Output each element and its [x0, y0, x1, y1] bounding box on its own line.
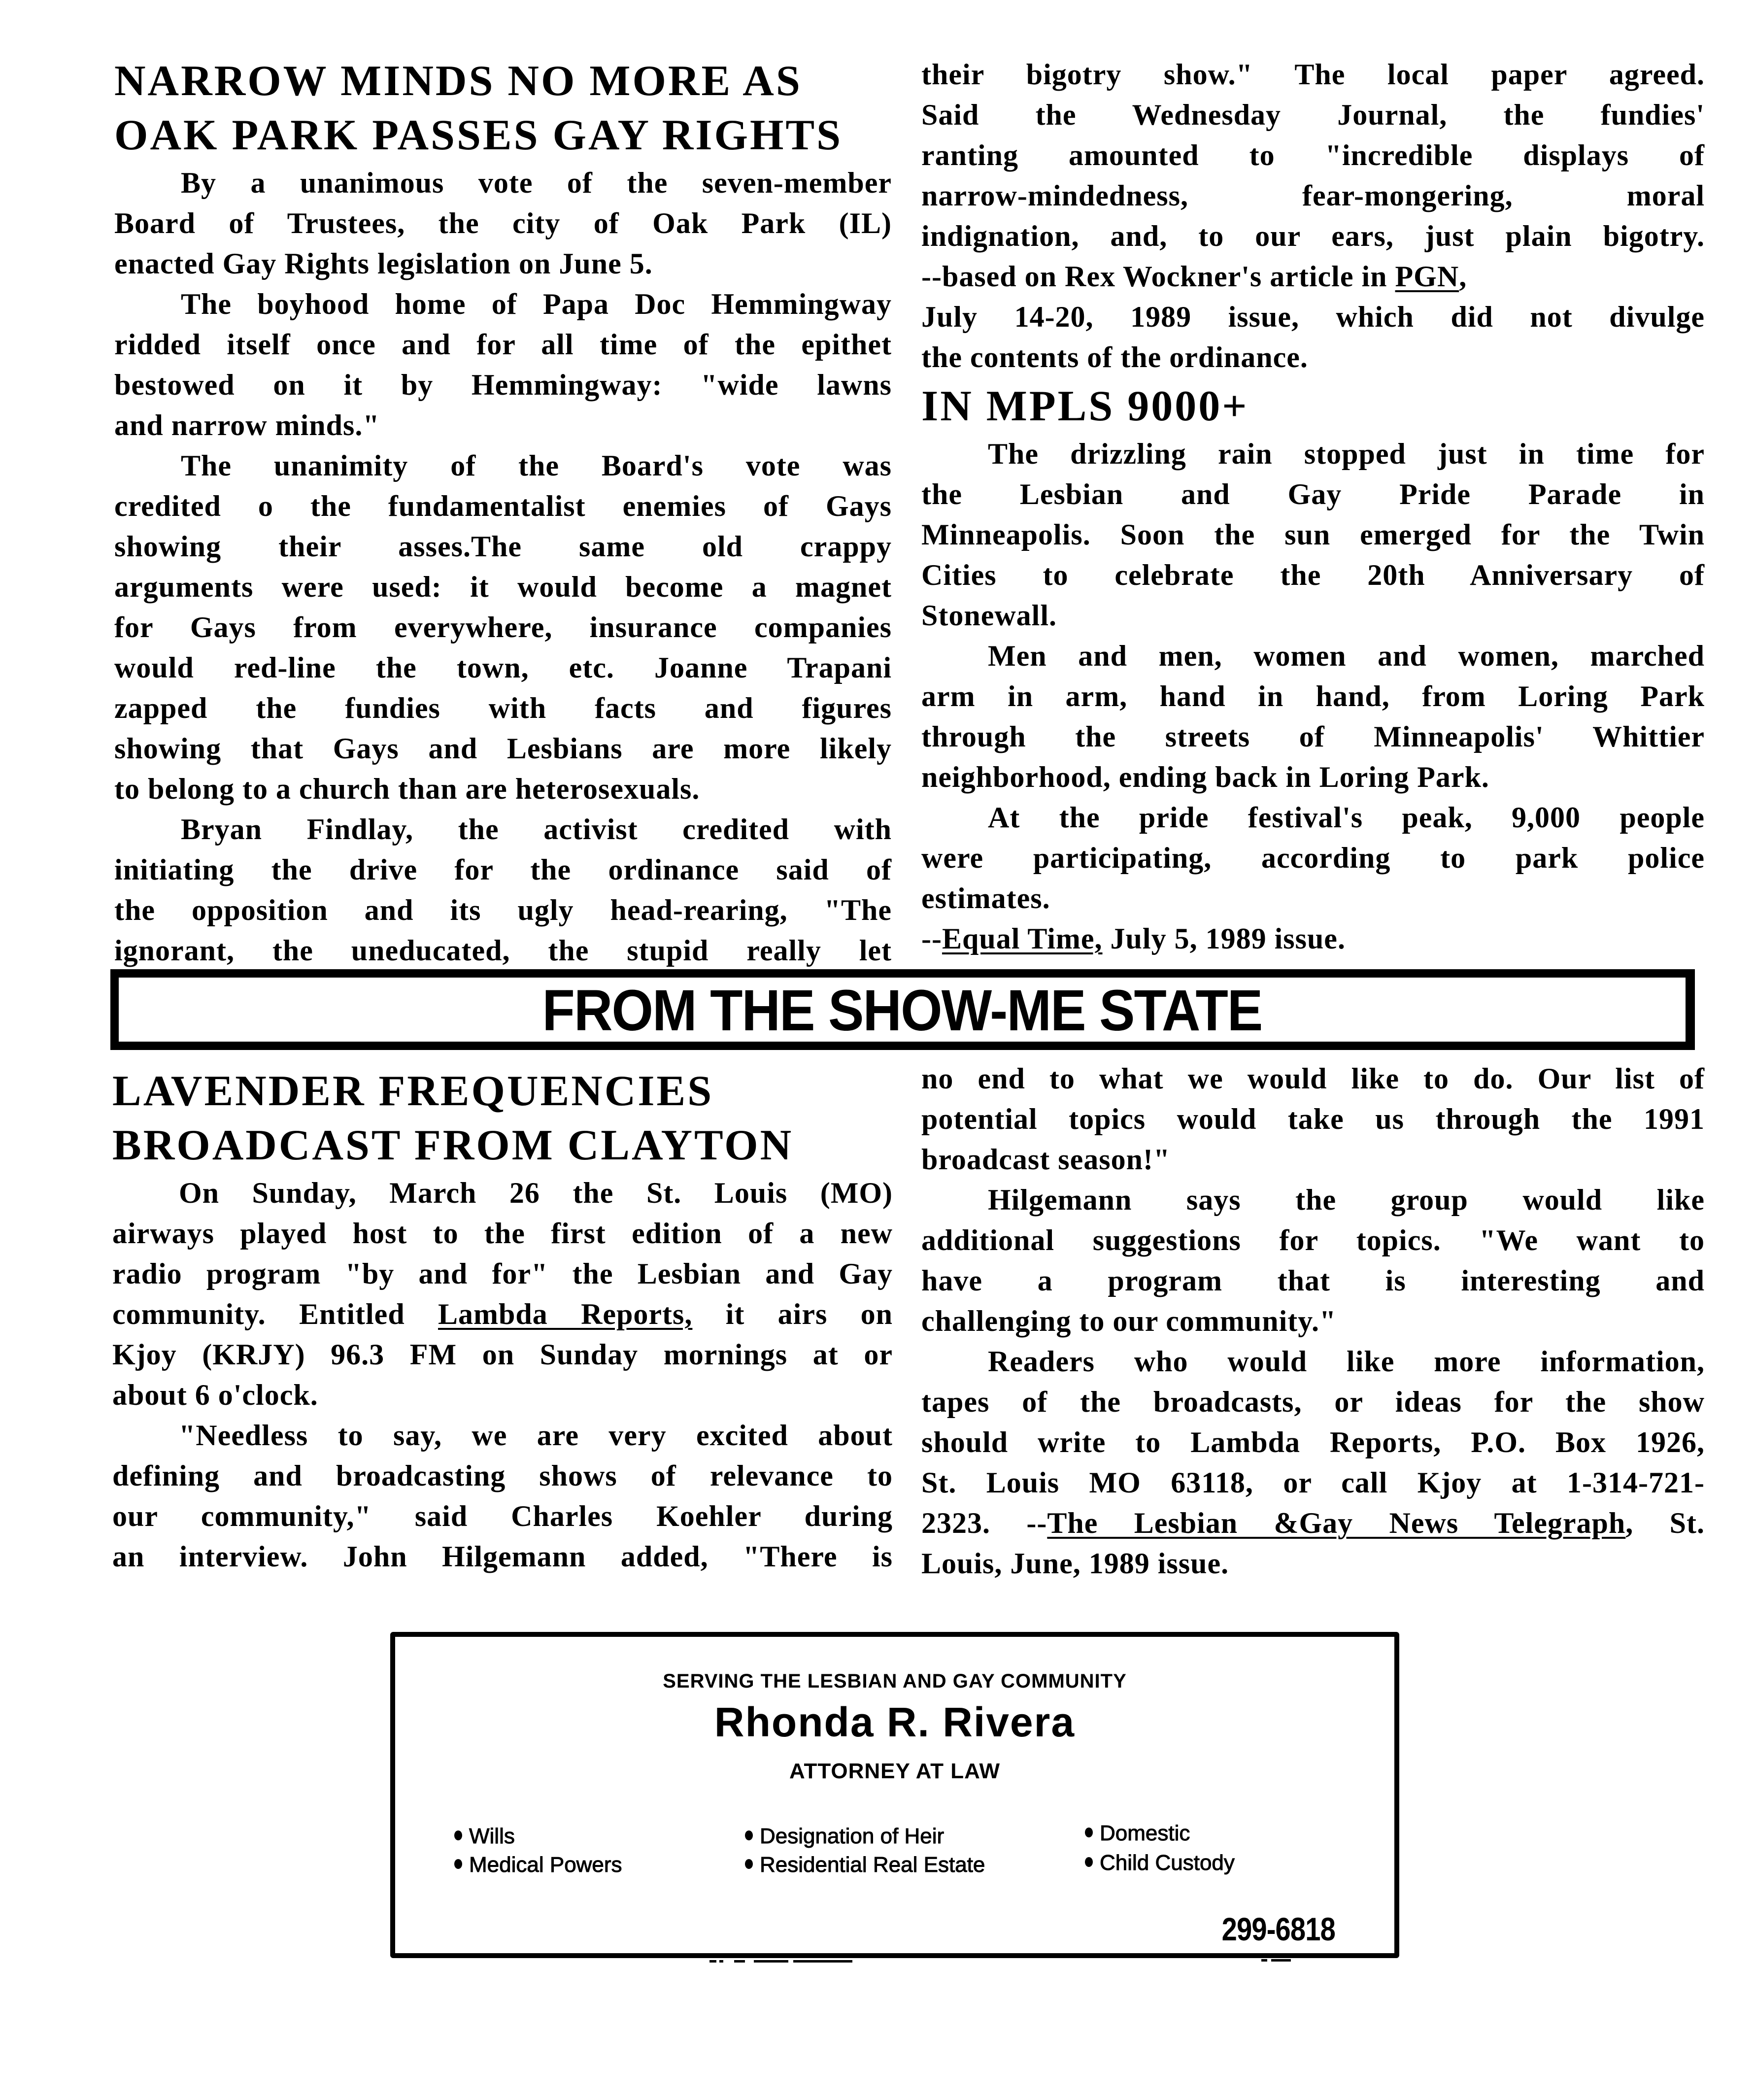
- text-line: Board of Trustees, the city of Oak Park (IL): [114, 207, 892, 239]
- text-line: to belong to a church than are heterosexuals.: [114, 773, 700, 805]
- text-line: arguments were used: it would become a magnet: [114, 571, 892, 603]
- bullet-icon: [454, 1830, 462, 1840]
- text-line: zapped the fundies with facts and figures: [114, 692, 892, 724]
- text-line: ignorant, the uneducated, the stupid really let: [114, 934, 892, 967]
- mpls-headline: [921, 379, 1705, 434]
- ad-tagline: SERVING THE LESBIAN AND GAY COMMUNITY: [663, 1670, 1127, 1692]
- ad-service-item: Wills: [454, 1824, 515, 1849]
- bullet-icon: [454, 1859, 462, 1869]
- text-line: their bigotry show." The local paper agreed.: [921, 58, 1705, 91]
- text-line: "Needless to say, we are very excited about: [179, 1419, 893, 1452]
- text-line: community. Entitled Lambda Reports, it airs on: [112, 1298, 893, 1330]
- text-line: St. Louis MO 63118, or call Kjoy at 1-314-721-: [921, 1466, 1705, 1499]
- section-banner-title: FROM THE SHOW-ME STATE: [542, 978, 1262, 1043]
- text-line: through the streets of Minneapolis' Whittier: [921, 720, 1705, 753]
- text-line: Readers who would like more information,: [988, 1345, 1705, 1378]
- ad-attorney-name: Rhonda R. Rivera: [714, 1699, 1076, 1745]
- ad-service-item: Domestic: [1085, 1821, 1190, 1846]
- text-line: have a program that is interesting and: [921, 1264, 1705, 1297]
- text-line: showing that Gays and Lesbians are more likely: [114, 732, 892, 765]
- source-equal-time: Equal Time,: [942, 922, 1103, 955]
- headline-line: LAVENDER FREQUENCIES: [112, 1067, 714, 1115]
- lavender-continuation-body: [921, 1058, 1705, 1584]
- lavender-headline: [112, 1064, 893, 1173]
- text-line: the Lesbian and Gay Pride Parade in: [921, 478, 1705, 510]
- section-banner: [110, 969, 1695, 1050]
- text-line: no end to what we would like to do. Our list of: [921, 1062, 1705, 1095]
- oak-park-continuation: [921, 54, 1705, 377]
- headline-line: NARROW MINDS NO MORE AS: [114, 57, 802, 105]
- scan-artifact: [754, 1960, 788, 1963]
- headline-line: BROADCAST FROM CLAYTON: [112, 1121, 794, 1169]
- oak-park-body: [114, 163, 892, 971]
- text-line: potential topics would take us through the 1991: [921, 1103, 1705, 1135]
- text-line: The drizzling rain stopped just in time for: [988, 438, 1705, 470]
- source-citation: The Lesbian &Gay News Telegraph: [1047, 1507, 1626, 1539]
- text-line: tapes of the broadcasts, or ideas for the show: [921, 1386, 1705, 1418]
- bullet-icon: [1085, 1828, 1093, 1837]
- text-line: challenging to our community.": [921, 1305, 1337, 1337]
- lavender-article: [112, 1064, 893, 1577]
- oak-park-headline: [114, 54, 892, 163]
- text-line: estimates.: [921, 882, 1050, 915]
- text-line: about 6 o'clock.: [112, 1379, 318, 1411]
- text-line: defining and broadcasting shows of relevance to: [112, 1459, 893, 1492]
- oak-park-article: [114, 54, 892, 971]
- text-line: initiating the drive for the ordinance said of: [114, 853, 892, 886]
- scan-artifact: [1271, 1959, 1291, 1962]
- mpls-body: [921, 434, 1705, 918]
- text-line: Minneapolis. Soon the sun emerged for the Twin: [921, 518, 1705, 551]
- text-line: narrow-mindedness, fear-mongering, moral: [921, 179, 1705, 212]
- ad-phone-number: 299-6818: [1221, 1911, 1335, 1947]
- text-line: ranting amounted to "incredible displays of: [921, 139, 1705, 171]
- bullet-icon: [1085, 1857, 1093, 1867]
- ad-service-item: Child Custody: [1085, 1851, 1235, 1875]
- source-citation: Lambda Reports,: [438, 1298, 693, 1330]
- text-line: Kjoy (KRJY) 96.3 FM on Sunday mornings at or: [112, 1338, 893, 1371]
- text-line: and narrow minds.": [114, 409, 380, 441]
- text-line: showing their asses.The same old crappy: [114, 530, 892, 563]
- text-line: for Gays from everywhere, insurance companies: [114, 611, 892, 644]
- lavender-continuation: [921, 1058, 1705, 1584]
- text-line: At the pride festival's peak, 9,000 people: [988, 801, 1705, 834]
- mpls-credit: --Equal Time, July 5, 1989 issue.: [921, 922, 1346, 955]
- bullet-icon: [745, 1830, 753, 1840]
- text-line: Bryan Findlay, the activist credited with: [181, 813, 892, 846]
- ad-attorney-title: ATTORNEY AT LAW: [789, 1759, 1001, 1783]
- scan-artifact: [793, 1960, 852, 1963]
- scan-artifact: [719, 1960, 723, 1963]
- scan-artifact: [709, 1960, 716, 1963]
- lavender-body: [112, 1173, 893, 1577]
- text-line: bestowed on it by Hemmingway: "wide lawns: [114, 369, 892, 401]
- text-line: broadcast season!": [921, 1143, 1171, 1176]
- ad-service-item: Medical Powers: [454, 1853, 622, 1877]
- text-line: radio program "by and for" the Lesbian and Gay: [112, 1257, 893, 1290]
- text-line: 2323. --The Lesbian &Gay News Telegraph, St.: [921, 1507, 1705, 1539]
- text-line: an interview. John Hilgemann added, "There is: [112, 1540, 893, 1573]
- text-line: arm in arm, hand in hand, from Loring Park: [921, 680, 1705, 712]
- text-line: indignation, and, to our ears, just plain bigotry.: [921, 220, 1705, 252]
- text-line: were participating, according to park police: [921, 842, 1705, 874]
- text-line: the opposition and its ugly head-rearing, "The: [114, 894, 892, 926]
- text-line: ridded itself once and for all time of the epithet: [114, 328, 892, 361]
- text-line: neighborhood, ending back in Loring Park.: [921, 761, 1489, 793]
- bullet-icon: [745, 1859, 753, 1869]
- text-line: Said the Wednesday Journal, the fundies': [921, 99, 1705, 131]
- text-line: Louis, June, 1989 issue.: [921, 1547, 1229, 1580]
- ad-service-item: Residential Real Estate: [745, 1853, 985, 1877]
- right-column-top: [921, 54, 1705, 959]
- text-line: airways played host to the first edition of a new: [112, 1217, 893, 1250]
- text-line: credited o the fundamentalist enemies of Gays: [114, 490, 892, 522]
- text-line: --based on Rex Wockner's article in PGN,: [921, 260, 1467, 293]
- text-line: July 14-20, 1989 issue, which did not divulge: [921, 301, 1705, 333]
- scan-artifact: [1261, 1959, 1267, 1962]
- text-line: would red-line the town, etc. Joanne Trapani: [114, 651, 892, 684]
- text-line: enacted Gay Rights legislation on June 5.: [114, 247, 653, 280]
- source-citation: PGN: [1395, 260, 1459, 293]
- attorney-advertisement: [390, 1632, 1399, 1958]
- text-line: Men and men, women and women, marched: [988, 640, 1705, 672]
- text-line: Stonewall.: [921, 599, 1057, 632]
- scan-artifact: [734, 1960, 745, 1963]
- text-line: the contents of the ordinance.: [921, 341, 1308, 373]
- text-line: On Sunday, March 26 the St. Louis (MO): [179, 1177, 893, 1209]
- text-line: our community," said Charles Koehler during: [112, 1500, 893, 1532]
- ad-service-item: Designation of Heir: [745, 1824, 944, 1849]
- text-line: Cities to celebrate the 20th Anniversary of: [921, 559, 1705, 591]
- text-line: additional suggestions for topics. "We want to: [921, 1224, 1705, 1256]
- text-line: Hilgemann says the group would like: [988, 1184, 1705, 1216]
- text-line: The boyhood home of Papa Doc Hemmingway: [181, 288, 892, 320]
- headline-line: IN MPLS 9000+: [921, 382, 1249, 430]
- headline-line: OAK PARK PASSES GAY RIGHTS: [114, 111, 843, 159]
- text-line: By a unanimous vote of the seven-member: [181, 167, 892, 199]
- text-line: should write to Lambda Reports, P.O. Box 1926,: [921, 1426, 1705, 1458]
- text-line: The unanimity of the Board's vote was: [181, 449, 892, 482]
